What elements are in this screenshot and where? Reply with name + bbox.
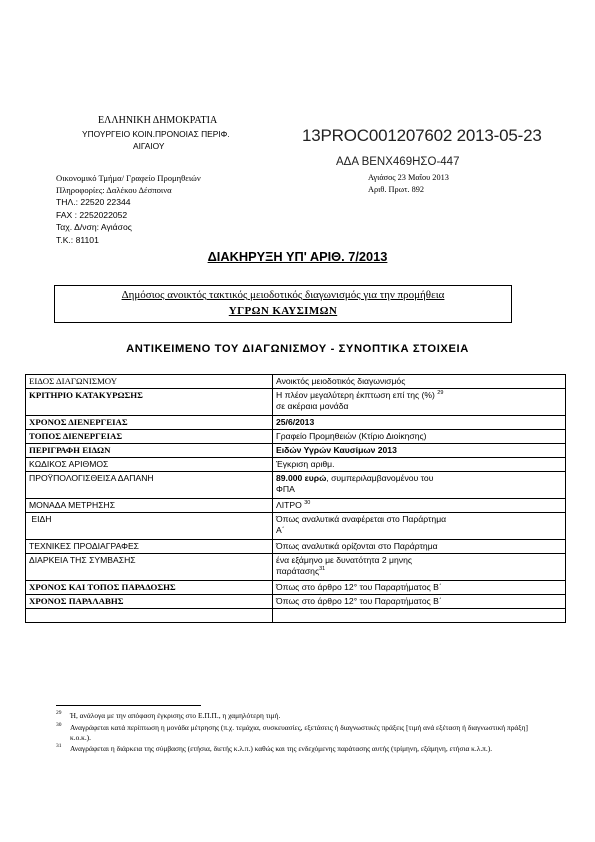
- row-value: Όπως στο άρθρο 12° του Παραρτήματος Β΄: [273, 595, 566, 609]
- footnote-ref: 31: [319, 565, 326, 572]
- summary-table: [25, 374, 566, 623]
- footnote-ref: 30: [304, 500, 311, 506]
- value-line-1: , συμπεριλαμβανομένου του: [326, 473, 434, 483]
- value-line-2: σε ακέραια μονάδα: [276, 400, 349, 411]
- table-row: [26, 513, 566, 540]
- value-line-2: ΦΠΑ: [276, 483, 295, 494]
- value-line-1: Όπως αναλυτικά αναφέρεται στο Παράρτημα: [276, 514, 447, 524]
- summary-heading: ΑΝΤΙΚΕΙΜΕΝΟ ΤΟΥ ΔΙΑΓΩΝΙΣΜΟΥ - ΣΥΝΟΠΤΙΚΑ ΣΤΟΙΧΕΙΑ: [126, 343, 469, 355]
- row-label: ΚΡΙΤΗΡΙΟ ΚΑΤΑΚΥΡΩΣΗΣ: [26, 389, 273, 416]
- footnote-ref: 29: [437, 390, 444, 396]
- row-value: Έγκριση αριθμ.: [273, 458, 566, 472]
- footnote-30: [56, 723, 538, 743]
- value-line-1: ένα εξάμηνο με δυνατότητα 2 μηνης: [276, 555, 412, 565]
- footnote-divider: [56, 705, 201, 706]
- row-value: [273, 554, 566, 581]
- table-row: [26, 540, 566, 554]
- table-row: [26, 430, 566, 444]
- row-value: Ανοικτός μειοδοτικός διαγωνισμός: [273, 375, 566, 389]
- value-line-2: Α΄: [276, 524, 285, 535]
- empty-cell: [26, 609, 273, 623]
- table-row: [26, 416, 566, 430]
- table-row: [26, 458, 566, 472]
- contact-info: Πληροφορίες: Δαλέκου Δέσποινα: [56, 185, 172, 195]
- subject-line-2: ΥΓΡΩΝ ΚΑΥΣΙΜΩΝ: [228, 305, 338, 317]
- table-row: [26, 554, 566, 581]
- footnote-31: [56, 744, 538, 764]
- row-label: ΧΡΟΝΟΣ ΔΙΕΝΕΡΓΕΙΑΣ: [26, 416, 273, 430]
- row-label: ΠΡΟΫΠΟΛΟΓΙΣΘΕΙΣΑ ΔΑΠΑΝΗ: [26, 472, 273, 499]
- fax-number: FAX : 2252022052: [56, 210, 128, 220]
- ministry-name: ΥΠΟΥΡΓΕΙΟ ΚΟΙΝ.ΠΡΟΝΟΙΑΣ ΠΕΡΙΦ.: [82, 129, 230, 139]
- footnote-text: Αναγράφεται κατά περίπτωση η μονάδα μέτρησης (π.χ. τεμάχια, συσκευασίες, εξετάσεις ή διαγνωστικές πράξεις [τιμή ανά εξέταση ή διαγνωστική πράξη] κ.ο.κ.).: [70, 723, 528, 742]
- table-row: [26, 375, 566, 389]
- row-label: ΔΙΑΡΚΕΙΑ ΤΗΣ ΣΥΜΒΑΣΗΣ: [26, 554, 273, 581]
- row-value: [273, 499, 566, 513]
- footnote-29: [56, 711, 538, 721]
- row-label: ΤΕΧΝΙΚΕΣ ΠΡΟΔΙΑΓΡΑΦΕΣ: [26, 540, 273, 554]
- protocol-number: Αριθ. Πρωτ. 892: [368, 185, 425, 194]
- row-value: Ειδών Υγρών Καυσίμων 2013: [273, 444, 566, 458]
- empty-cell: [273, 609, 566, 623]
- budget-amount: 89.000 ευρώ: [276, 473, 327, 483]
- country-name: ΕΛΛΗΝΙΚΗ ΔΗΜΟΚΡΑΤΙΑ: [98, 115, 218, 126]
- row-label: ΤΟΠΟΣ ΔΙΕΝΕΡΓΕΙΑΣ: [26, 430, 273, 444]
- row-value: Όπως αναλυτικά ορίζονται στο Παράρτημα: [273, 540, 566, 554]
- row-value: [273, 472, 566, 499]
- table-row: [26, 581, 566, 595]
- table-row: [26, 609, 566, 623]
- row-value: Όπως στο άρθρο 12° του Παραρτήματος Β΄: [273, 581, 566, 595]
- table-row: [26, 472, 566, 499]
- row-value: [273, 513, 566, 540]
- row-value: [273, 389, 566, 416]
- label-text: ΕΙΔΗ: [31, 514, 52, 524]
- row-label: [26, 513, 273, 540]
- table-row: [26, 444, 566, 458]
- table-row: [26, 389, 566, 416]
- ministry-region: ΑΙΓΑΙΟΥ: [133, 141, 165, 151]
- row-value: Γραφείο Προμηθειών (Κτίριο Διοίκησης): [273, 430, 566, 444]
- postal-address: Ταχ. Δ/νση: Αγιάσος: [56, 222, 132, 232]
- document-title: ΔΙΑΚΗΡΥΞΗ ΥΠ' ΑΡΙΘ. 7/2013: [207, 249, 388, 264]
- subject-line-1: Δημόσιος ανοικτός τακτικός μειοδοτικός διαγωνισμός για την προμήθεια: [121, 289, 445, 301]
- row-value: 25/6/2013: [273, 416, 566, 430]
- table-row: [26, 499, 566, 513]
- postal-code: Τ.Κ.: 81101: [56, 235, 99, 245]
- row-label: ΕΙΔΟΣ ΔΙΑΓΩΝΙΣΜΟΥ: [26, 375, 273, 389]
- row-label: ΚΩΔΙΚΟΣ ΑΡΙΘΜΟΣ: [26, 458, 273, 472]
- phone-number: ΤΗΛ.: 22520 22344: [56, 197, 131, 207]
- row-label: ΧΡΟΝΟΣ ΚΑΙ ΤΟΠΟΣ ΠΑΡΑΔΟΣΗΣ: [26, 581, 273, 595]
- value-line-2: παράτασης: [276, 565, 320, 576]
- table-row: [26, 595, 566, 609]
- subject-box: [54, 285, 512, 323]
- department: Οικονομικό Τμήμα/ Γραφείο Προμηθειών: [56, 173, 201, 183]
- row-label: ΜΟΝΑΔΑ ΜΕΤΡΗΣΗΣ: [26, 499, 273, 513]
- procurement-code: 13PROC001207602 2013-05-23: [302, 126, 542, 145]
- footnote-text: Αναγράφεται η διάρκεια της σύμβασης (ετήσια, διετής κ.λ.π.) καθώς και της ενδεχόμενης παράτασης αυτής (τρίμηνη, εξάμηνη, ετήσια κ.λ.π.).: [70, 744, 493, 753]
- footnote-text: Ή, ανάλογα με την απόφαση έγκρισης στο Ε.Π.Π., η χαμηλότερη τιμή.: [70, 711, 281, 720]
- value-line-1: Η πλέον μεγαλύτερη έκπτωση επί της (%): [276, 390, 435, 400]
- row-label: ΠΕΡΙΓΡΑΦΗ ΕΙΔΩΝ: [26, 444, 273, 458]
- footnote-number: 31: [56, 743, 62, 749]
- footnote-number: 30: [56, 722, 62, 728]
- unit-value: ΛΙΤΡΟ: [276, 500, 302, 510]
- footnote-number: 29: [56, 710, 62, 716]
- ada-code: ΑΔΑ ΒΕΝΧ469ΗΣΟ-447: [336, 156, 460, 168]
- place-date: Αγιάσος 23 Μαΐου 2013: [368, 173, 449, 182]
- row-label: ΧΡΟΝΟΣ ΠΑΡΑΛΑΒΗΣ: [26, 595, 273, 609]
